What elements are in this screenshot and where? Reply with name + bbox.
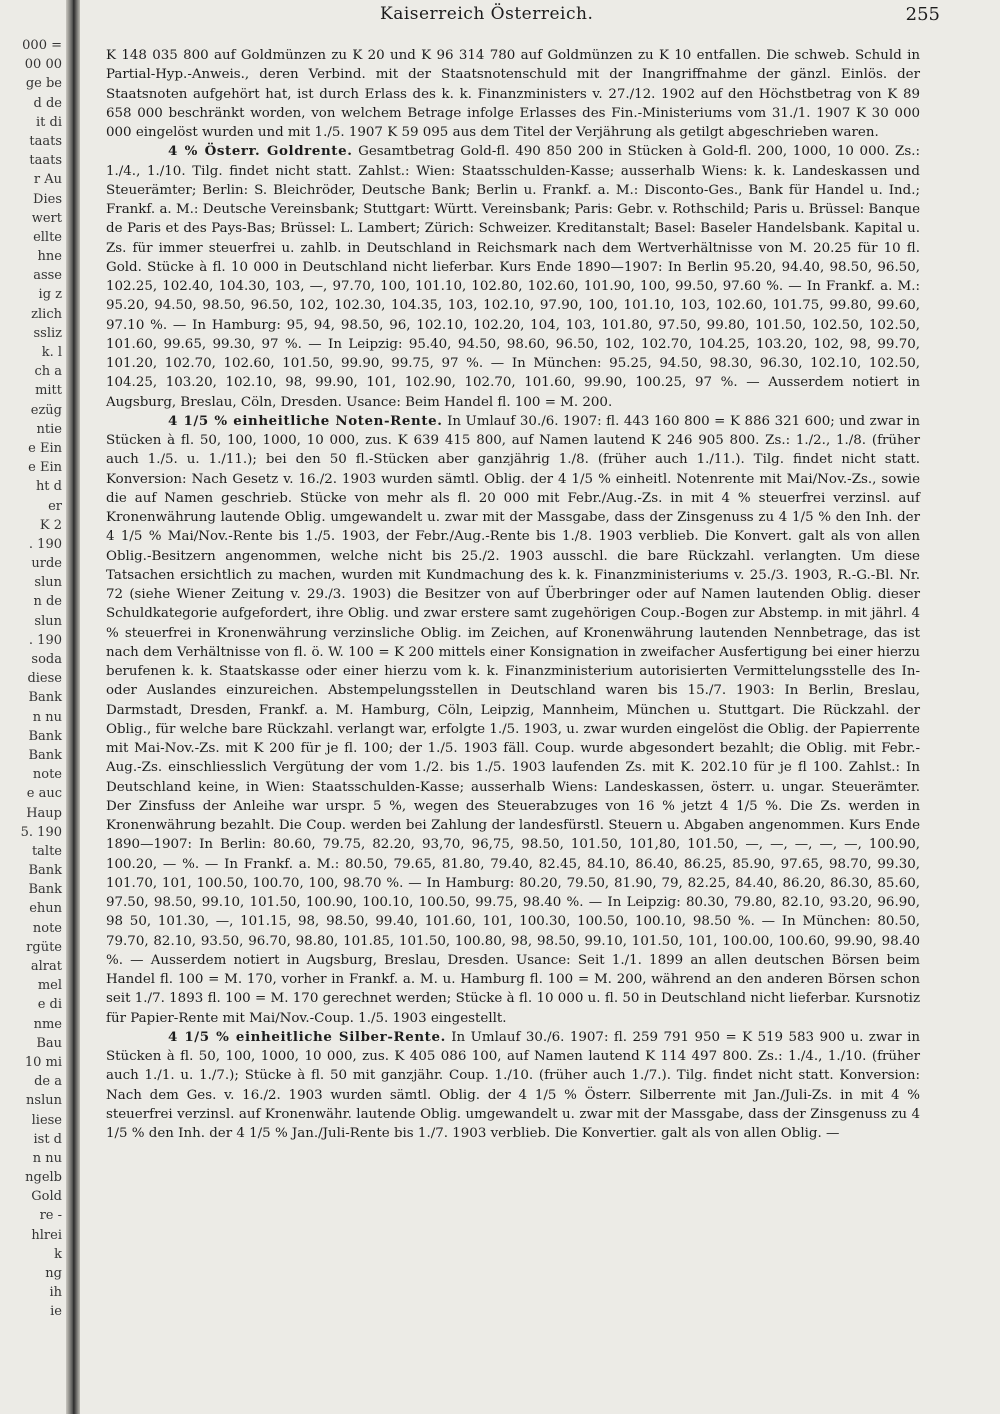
- margin-fragment: mel: [37, 978, 62, 994]
- margin-fragment: 00 00: [24, 57, 62, 73]
- margin-fragment: ht d: [35, 479, 62, 495]
- margin-fragment: slun: [34, 613, 62, 629]
- section-heading: 4 1/5 % einheitliche Noten-Rente.: [168, 412, 443, 429]
- margin-fragment: Gold: [31, 1189, 62, 1205]
- running-header: [110, 4, 940, 28]
- section-heading: 4 % Österr. Goldrente.: [168, 143, 353, 160]
- margin-fragment: Haup: [26, 805, 62, 821]
- margin-fragment: K 2: [39, 517, 62, 533]
- margin-fragment: 000 =: [22, 38, 62, 53]
- margin-fragment: ie: [50, 1304, 62, 1320]
- margin-fragment: diese: [27, 671, 62, 687]
- margin-fragment: ehun: [29, 901, 62, 917]
- paragraph-text: Gesamtbetrag Gold-fl. 490 850 200 in Stücken à Gold-fl. 200, 1000, 10 000. Zs.: 1./4., 1./10. Tilg. findet nicht statt. Zahlst.: Wien: Staatsschulden-Kasse; ausserhalb Wiens: k. k. Landeskassen und Steuerämter; Berlin: S. Bleichröder, Deutsche Bank; Berlin u. Frankf. a. M.: Disconto-Ges., Bank für Handel u. Ind.; Frankf. a. M.: Deutsche Vereinsbank; Stuttgart: Württ. Vereinsbank; Paris: Gebr. v. Rothschild; Paris u. Brüssel: Banque de Paris et des Pays-Bas; Brüssel: L. Lambert; Zürich: Schweizer. Kreditanstalt; Basel: Baseler Handelsbank. Kapital u. Zs. für immer steuerfrei u. zahlb. in Deutschland in Reichsmark nach dem Wertverhältnisse von M. 20.25 für 10 fl. Gold. Stücke à fl. 10 000 in Deutschland nicht lieferbar. Kurs Ende 1890—1907: In Berlin 95.20, 94.40, 98.50, 96.50, 102.25, 102.40, 104.30, 103, —, 97.70, 100, 101.10, 102.80, 102.60, 101.90, 100, 99.50, 97.60 %. — In Frankf. a. M.: 95.20, 94.50, 98.50, 96.50, 102, 102.30, 104.35, 103, 102.10, 97.90, 100, 101.10, 103, 102.60, 101.75, 99.80, 99.60, 97.10 %. — In Hamburg: 95, 94, 98.50, 96, 102.10, 102.20, 104, 103, 101.80, 97.50, 99.80, 101.50, 102.50, 102.50, 101.60, 99.65, 99.30, 97 %. — In Leipzig: 95.40, 94.50, 98.60, 96.50, 102, 102.70, 104.25, 103.20, 102, 98, 99.70, 101.20, 102.70, 102.60, 101.50, 99.90, 99.75, 97 %. — In München: 95.25, 94.50, 98.30, 96.30, 102.10, 102.50, 104.25, 103.20, 102.10, 98, 99.90, 101, 102.90, 102.70, 101.60, 99.90, 100.25, 97 %. — Ausserdem notiert in Augsburg, Breslau, Cöln, Dresden. Usance: Beim Handel fl. 100 = M. 200.: [106, 144, 921, 410]
- margin-fragment: Bank: [28, 863, 62, 879]
- margin-fragment: soda: [31, 652, 62, 667]
- paragraph-noten-rente: [106, 412, 920, 1028]
- page-body: [106, 46, 920, 1143]
- margin-fragment: . 190: [28, 536, 62, 552]
- margin-fragment: alrat: [30, 959, 62, 974]
- margin-fragment: note: [32, 920, 62, 936]
- margin-fragment: Bank: [28, 690, 62, 706]
- margin-fragment: de a: [34, 1074, 62, 1090]
- margin-fragment: e auc: [26, 786, 62, 802]
- margin-fragment: Bau: [36, 1035, 62, 1051]
- margin-fragment: rgüte: [26, 939, 62, 955]
- margin-fragment: taats: [29, 133, 62, 149]
- margin-fragment: e Ein: [28, 440, 62, 456]
- margin-fragment: ch a: [34, 364, 62, 380]
- margin-fragment: ezüg: [30, 402, 62, 418]
- margin-fragment: Bank: [28, 747, 62, 763]
- margin-fragment: urde: [31, 556, 62, 572]
- margin-fragment: 10 mi: [24, 1054, 62, 1070]
- margin-fragment: it di: [36, 114, 62, 130]
- margin-fragment: ngelb: [25, 1170, 62, 1186]
- margin-fragment: re -: [39, 1208, 62, 1224]
- margin-fragment: hlrei: [31, 1227, 62, 1243]
- paragraph-debt-intro: [106, 46, 920, 142]
- margin-fragment: . 190: [28, 632, 62, 648]
- margin-fragment: d de: [33, 95, 62, 111]
- margin-fragment: nme: [33, 1016, 62, 1032]
- paragraph-text: In Umlauf 30./6. 1907: fl. 259 791 950 = K 519 583 900 u. zwar in Stücken à fl. 50, 100, 1000, 10 000, zus. K 405 086 100, auf Namen lautend K 114 497 800. Zs.: 1./4., 1./10. (früher auch 1./1. u. 1./7.); Stücke à fl. 50 mit ganzjähr. Coup. 1./10. (früher auch 1./7.). Tilg. findet nicht statt. Konversion: Nach dem Ges. v. 16./2. 1903 wurden sämtl. Oblig. der 4 1/5 % Österr. Silberrente mit Jan./Juli-Zs. in mit 4 % steuerfrei verzinsl. auf Kronenwähr. lautende Oblig. umgewandelt u. zwar mit der Massgabe, dass der Zinsgenuss zu 4 1/5 % den Inh. der 4 1/5 % Jan./Juli-Rente bis 1./7. 1903 verblieb. Die Konvertier. galt als von allen Oblig. —: [106, 1029, 920, 1141]
- paragraph-text: In Umlauf 30./6. 1907: fl. 443 160 800 = K 886 321 600; und zwar in Stücken à fl. 50, 100, 1000, 10 000, zus. K 639 415 800, auf Namen lautend K 246 905 800. Zs.: 1./2., 1./8. (früher auch 1./5. u. 1./11.); bei den 50 fl.-Stücken aber ganzjährig 1./8. (früher auch 1./11.). Tilg. findet nicht statt. Konversion: Nach Gesetz v. 16./2. 1903 wurden sämtl. Oblig. der 4 1/5 % einheitl. Notenrente mit Mai/Nov.-Zs., sowie die auf Namen geschrieb. Stücke von mehr als fl. 20 000 mit Febr./Aug.-Zs. in mit 4 % steuerfrei verzinsl. auf Kronenwährung lautende Oblig. umgewandelt u. zwar mit der Massgabe, dass der Zinsgenuss zu 4 1/5 % den Inh. der 4 1/5 % Mai/Nov.-Rente bis 1./5. 1903, der Febr./Aug.-Rente bis 1./8. 1903 verblieb. Die Konvert. galt als von allen Oblig.-Besitzern angenommen, welche nicht bis 25./2. 1903 ausschl. die bare Rückzahl. verlangten. Um diese Tatsachen ersichtlich zu machen, wurden mit Kundmachung des k. k. Finanzministeriums v. 25./3. 1903, R.-G.-Bl. Nr. 72 (siehe Wiener Zeitung v. 29./3. 1903) die Besitzer von auf Überbringer oder auf Namen lautenden Oblig. dieser Schuldkategorie aufgefordert, ihre Oblig. und zwar erstere samt zugehörigen Coup.-Bogen zur Abstemp. in mit jährl. 4 % steuerfrei in Kronenwährung verzinsliche Oblig. im Zeichen, auf Kronenwährung lautenden Nennbetrage, das ist nach dem Verhältnisse von fl. ö. W. 100 = K 200 mittels einer Konsignation in zweifacher Ausfertigung bei einer hierzu berufenen k. k. Staatskasse oder einer hierzu vom k. k. Finanzministerium autorisierten Vermittelungsstelle des In- oder Auslandes einzureichen. Abstempelungsstellen in Deutschland waren bis 15./7. 1903: In Berlin, Breslau, Darmstadt, Dresden, Frankf. a. M. Hamburg, Cöln, Leipzig, Mannheim, München u. Stuttgart. Die Rückzahl. der Oblig., für welche bare Rückzahl. verlangt war, erfolgte 1./5. 1903, u. zwar wurden eingelöst die Oblig. der Papierrente mit Mai-Nov.-Zs. mit K 200 für je fl. 100; der 1./5. 1903 fäll. Coup. wurde abgesondert bezahlt; die Oblig. mit Febr.-Aug.-Zs. einschliesslich Vergütung der vom 1./2. bis 1./5. 1903 laufenden Zs. mit K. 202.10 für je fl 100. Zahlst.: In Deutschland keine, in Wien: Staatsschulden-Kasse; ausserhalb Wiens: Landeskassen, österr. u. ungar. Steuerämter. Der Zinsfuss der Anleihe war urspr. 5 %, wegen des Steuerabzuges von 16 % jetzt 4 1/5 %. Die Zs. werden in Kronenwährung bezahlt. Die Coup. werden bei Zahlung der landesfürstl. Steuern u. Abgaben angenommen. Kurs Ende 1890—1907: In Berlin: 80.60, 79.75, 82.20, 93,70, 96,75, 98.50, 101.50, 101,80, 101.50, —, —, —, —, —, 100.90, 100.20, — %. — In Frankf. a. M.: 80.50, 79.65, 81.80, 79.40, 82.45, 84.10, 86.40, 86.25, 85.90, 97.65, 98.70, 99.30, 101.70, 101, 100.50, 100.70, 100, 98.70 %. — In Hamburg: 80.20, 79.50, 81.90, 79, 82.25, 84.40, 86.20, 86.30, 85.60, 97.50, 98.50, 99.10, 101.50, 100.90, 100.10, 100.50, 99.75, 98.40 %. — In Leipzig: 80.30, 79.80, 82.10, 93.20, 96.90, 98 50, 101.30, —, 101.15, 98, 98.50, 99.40, 101.60, 101, 100.30, 100.50, 100.10, 98.50 %. — In München: 80.50, 79.70, 82.10, 93.50, 96.70, 98.80, 101.85, 101.50, 100.80, 98, 98.50, 99.10, 101.50, 101, 100.00, 100.60, 99.90, 98.40 %. — Ausserdem notiert in Augsburg, Breslau, Dresden. Usance: Seit 1./1. 1899 an allen deutschen Börsen beim Handel fl. 100 = M. 170, vorher in Frankf. a. M. u. Hamburg fl. 100 = M. 200, während an den anderen Börsen schon seit 1./7. 1893 fl. 100 = M. 170 gerechnet werden; Stücke à fl. 10 000 u. fl. 50 in Deutschland nicht lieferbar. Kursnotiz für Papier-Rente mit Mai/Nov.-Coup. 1./5. 1903 eingestellt.: [106, 413, 920, 1026]
- margin-fragment: ng: [45, 1266, 62, 1281]
- margin-fragment: n nu: [32, 709, 62, 725]
- book-gutter: [66, 0, 80, 1414]
- margin-fragment: ellte: [33, 229, 62, 245]
- margin-fragment: e di: [37, 997, 62, 1013]
- margin-fragment: ist d: [33, 1131, 62, 1147]
- margin-fragment: taats: [29, 153, 62, 169]
- margin-fragment: wert: [31, 210, 62, 226]
- margin-fragment: talte: [31, 843, 62, 859]
- margin-fragment: ntie: [36, 421, 62, 437]
- margin-fragment: k. l: [41, 345, 62, 360]
- margin-fragment: asse: [33, 268, 62, 284]
- margin-fragment: ssliz: [33, 325, 62, 341]
- margin-fragment: ge be: [25, 76, 62, 92]
- margin-fragment: n de: [33, 594, 62, 610]
- paragraph-goldrente: [106, 142, 920, 412]
- margin-fragment: Bank: [28, 728, 62, 744]
- adjacent-page-margin: [0, 36, 64, 1406]
- margin-fragment: k: [54, 1246, 62, 1262]
- margin-fragment: n nu: [32, 1150, 62, 1166]
- margin-fragment: er: [48, 498, 62, 514]
- margin-fragment: r Au: [33, 172, 62, 188]
- margin-fragment: ig z: [38, 287, 62, 303]
- margin-fragment: note: [32, 767, 62, 783]
- margin-fragment: zlich: [31, 306, 62, 322]
- margin-fragment: e Ein: [28, 460, 62, 476]
- paragraph-text: K 148 035 800 auf Goldmünzen zu K 20 und K 96 314 780 auf Goldmünzen zu K 10 entfallen. Die schweb. Schuld in Partial-Hyp.-Anweis., deren Verbind. mit der Staatsnotenschuld mit der Inangriffnahme der gänzl. Einlös. der Staatsnoten aufgehört hat, ist durch Erlass des k. k. Finanzministers v. 27./12. 1902 auf den Höchstbetrag von K 89 658 000 beschränkt worden, von welchem Betrage infolge Erlasses des Fin.-Ministeriums vom 31./1. 1907 K 30 000 000 eingelöst wurden und mit 1./5. 1907 K 59 095 aus dem Titel der Verjährung als getilgt abgeschrieben waren.: [106, 48, 920, 140]
- page-number: 255: [905, 4, 940, 25]
- running-title: Kaiserreich Österreich.: [380, 4, 594, 24]
- margin-fragment: 5. 190: [20, 824, 62, 840]
- margin-fragment: Dies: [33, 191, 62, 207]
- margin-fragment: ih: [49, 1285, 62, 1301]
- margin-fragment: liese: [31, 1112, 62, 1128]
- margin-fragment: mitt: [35, 383, 62, 399]
- margin-fragment: slun: [34, 575, 62, 591]
- margin-fragment: hne: [37, 249, 62, 265]
- margin-fragment: Bank: [28, 882, 62, 898]
- margin-fragment: nslun: [26, 1093, 62, 1109]
- section-heading: 4 1/5 % einheitliche Silber-Rente.: [168, 1028, 446, 1045]
- paragraph-silber-rente: [106, 1028, 920, 1144]
